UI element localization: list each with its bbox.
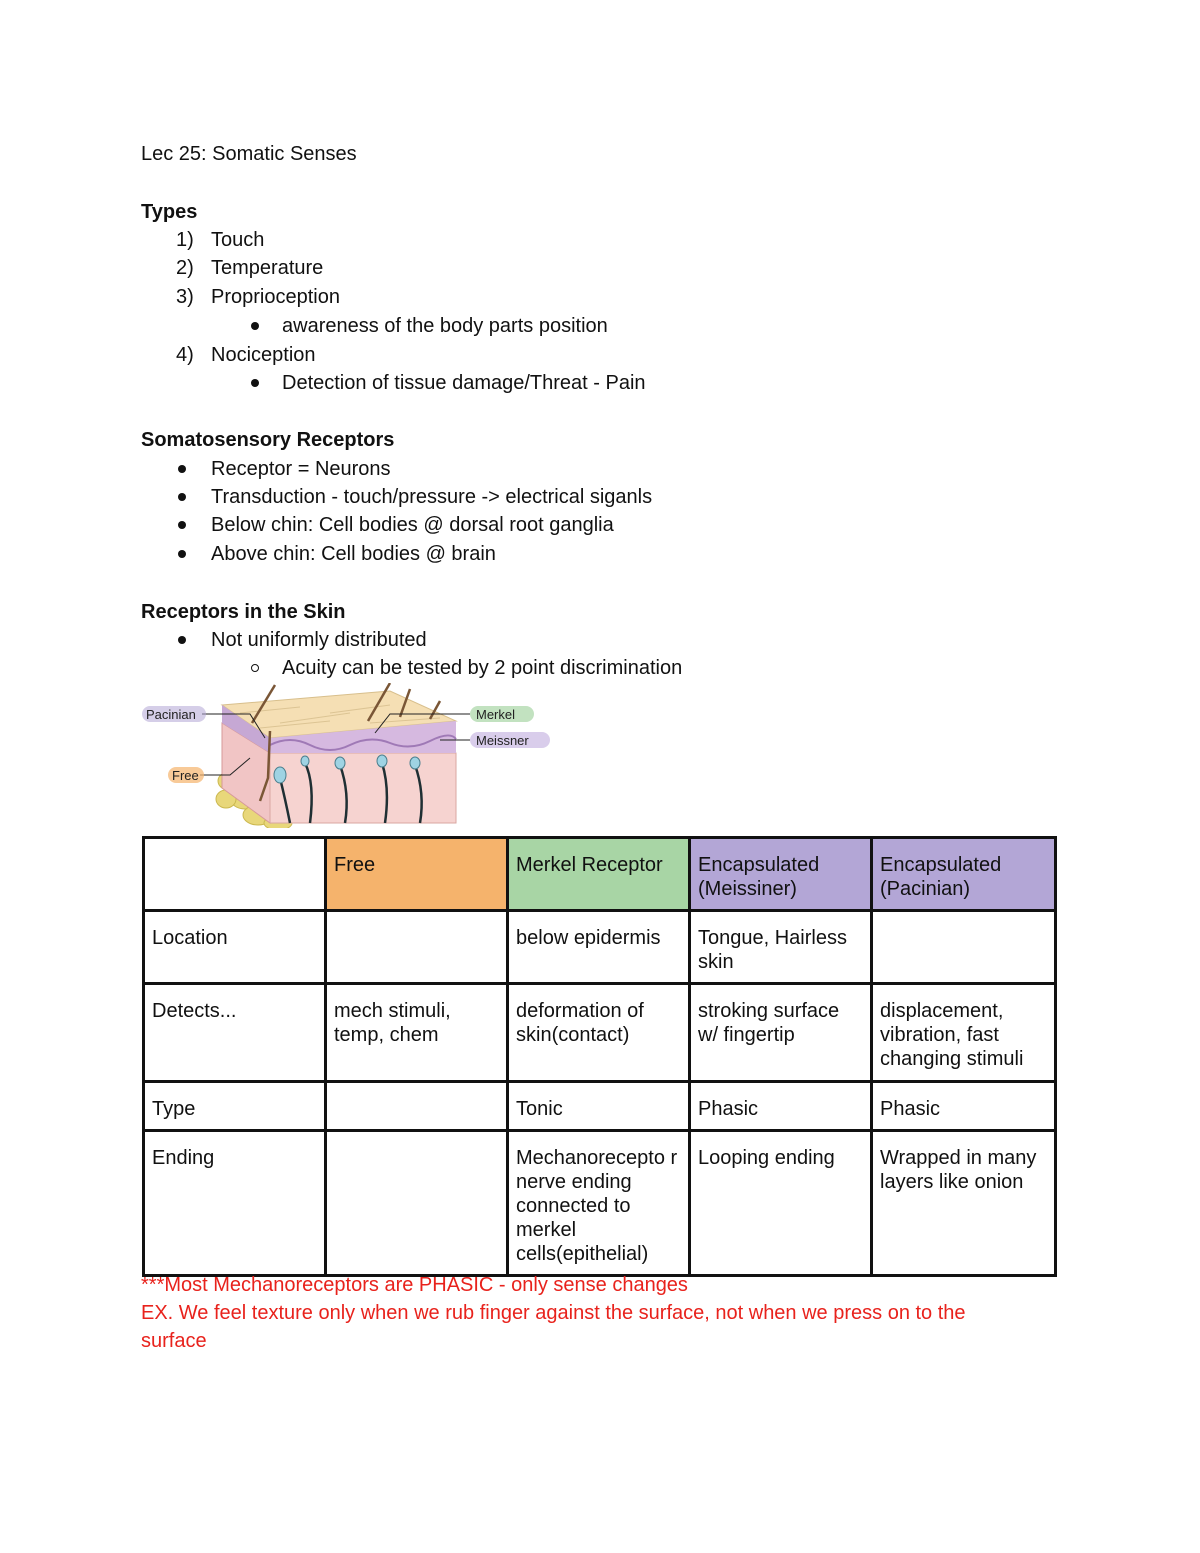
list-item: Touch — [211, 229, 265, 251]
table-row — [144, 911, 1056, 984]
table-row — [144, 1082, 1056, 1131]
table-cell: Phasic — [690, 1082, 872, 1131]
table-cell — [326, 1082, 508, 1131]
table-cell: Tongue, Hairless skin — [690, 911, 872, 984]
table-cell: mech stimuli, temp, chem — [326, 984, 508, 1082]
table-header-cell: Free — [326, 838, 508, 911]
somatosensory-heading: Somatosensory Receptors — [141, 429, 395, 451]
table-cell: Detects... — [144, 984, 326, 1082]
note-line: surface — [141, 1330, 207, 1352]
table-cell: deformation of skin(contact) — [508, 984, 690, 1082]
list-item: Temperature — [211, 257, 324, 279]
table-cell — [872, 911, 1056, 984]
note-line: ***Most Mechanoreceptors are PHASIC - only sense changes — [141, 1274, 688, 1296]
table-header-cell: Merkel Receptor — [508, 838, 690, 911]
bullet-icon — [178, 493, 186, 501]
table-header-cell: Encapsulated (Meissiner) — [690, 838, 872, 911]
table-header-cell: Encapsulated (Pacinian) — [872, 838, 1056, 911]
page-title: Lec 25: Somatic Senses — [141, 143, 357, 165]
skin-heading: Receptors in the Skin — [141, 601, 346, 623]
table-cell: Mechanorecepto r nerve ending connected to merkel cells(epithelial) — [508, 1131, 690, 1276]
hollow-bullet-icon — [251, 664, 259, 672]
table-cell: below epidermis — [508, 911, 690, 984]
table-cell: Location — [144, 911, 326, 984]
skin-cross-section-illustration — [140, 683, 560, 828]
receptor-comparison-table — [142, 836, 1057, 1277]
table-header-row — [144, 838, 1056, 911]
list-item: Nociception — [211, 344, 316, 366]
meissner-label: Meissner — [476, 733, 529, 748]
table-header-cell — [144, 838, 326, 911]
merkel-label: Merkel — [476, 707, 516, 722]
list-item: Above chin: Cell bodies @ brain — [211, 543, 496, 565]
list-item: Not uniformly distributed — [211, 629, 427, 651]
table-cell: Wrapped in many layers like onion — [872, 1131, 1056, 1276]
list-number: 3) — [176, 286, 194, 308]
table-cell: stroking surface w/ fingertip — [690, 984, 872, 1082]
sub-list-item: Detection of tissue damage/Threat - Pain — [282, 372, 646, 394]
skin-receptors-figure — [140, 683, 560, 828]
note-line: EX. We feel texture only when we rub finger against the surface, not when we press on to the — [141, 1302, 966, 1324]
bullet-icon — [251, 322, 259, 330]
table-cell: Ending — [144, 1131, 326, 1276]
bullet-icon — [178, 465, 186, 473]
table-cell: Looping ending — [690, 1131, 872, 1276]
table-cell: Type — [144, 1082, 326, 1131]
list-number: 2) — [176, 257, 194, 279]
list-item: Receptor = Neurons — [211, 458, 391, 480]
table-cell: Tonic — [508, 1082, 690, 1131]
table-cell: Phasic — [872, 1082, 1056, 1131]
table-cell: displacement, vibration, fast changing stimuli — [872, 984, 1056, 1082]
table-cell — [326, 1131, 508, 1276]
list-item: Proprioception — [211, 286, 340, 308]
bullet-icon — [251, 379, 259, 387]
bullet-icon — [178, 636, 186, 644]
list-number: 4) — [176, 344, 194, 366]
sub-list-item: awareness of the body parts position — [282, 315, 608, 337]
table-row — [144, 984, 1056, 1082]
list-item: Below chin: Cell bodies @ dorsal root ganglia — [211, 514, 614, 536]
bullet-icon — [178, 521, 186, 529]
table-row — [144, 1131, 1056, 1276]
pacinian-label: Pacinian — [146, 707, 196, 722]
bullet-icon — [178, 550, 186, 558]
free-label: Free — [172, 768, 199, 783]
table-cell — [326, 911, 508, 984]
types-heading: Types — [141, 201, 198, 223]
list-number: 1) — [176, 229, 194, 251]
sub-list-item: Acuity can be tested by 2 point discrimination — [282, 657, 683, 679]
list-item: Transduction - touch/pressure -> electrical siganls — [211, 486, 653, 508]
